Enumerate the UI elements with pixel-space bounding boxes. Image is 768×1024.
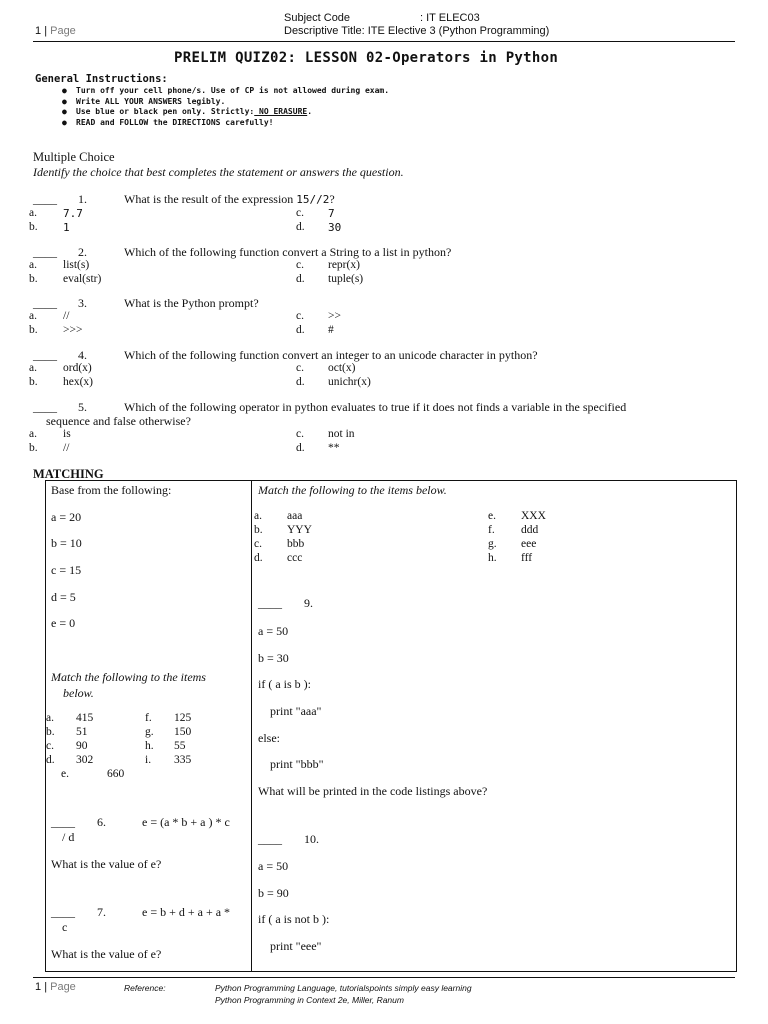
instruction-item	[62, 86, 389, 97]
option-letter: a.	[29, 428, 37, 440]
code-line: a = 50	[258, 859, 289, 873]
option-letter: d.	[296, 273, 305, 285]
bullet-icon: ●	[62, 117, 67, 127]
choice-letter: f.	[145, 712, 152, 724]
question-number: 4.	[78, 348, 87, 362]
question-text: Which of the following operator in python evaluates to true if it does not finds a variable in the specified	[124, 400, 627, 414]
option-letter: b.	[29, 324, 38, 336]
page-word: Page	[50, 981, 76, 993]
choice-value: ddd	[521, 524, 539, 536]
option-c[interactable]: 7	[328, 207, 335, 220]
option-a[interactable]: 7.7	[63, 207, 83, 220]
q9-question: What will be printed in the code listings above?	[258, 784, 488, 798]
option-c[interactable]: not in	[328, 428, 355, 440]
question-text-pre: What is the result of the expression	[124, 192, 297, 206]
choice-value: 150	[174, 726, 192, 738]
question-text: What is the Python prompt?	[124, 296, 259, 310]
option-d[interactable]: 30	[328, 221, 342, 234]
option-a[interactable]: is	[63, 428, 71, 440]
page-separator: |	[44, 25, 48, 37]
choice-value: bbb	[287, 538, 305, 550]
q7-expression-continued: c	[62, 920, 68, 934]
option-letter: a.	[29, 310, 37, 322]
choice-value: 90	[76, 740, 88, 752]
matching-column-divider	[251, 480, 252, 971]
mc-direction: Identify the choice that best completes the statement or answers the question.	[33, 165, 404, 179]
choice-letter: h.	[145, 740, 154, 752]
reference-2: Python Programming in Context 2e, Miller, Ranum	[215, 995, 404, 1005]
page-number: 1	[35, 981, 42, 993]
q6-expression-continued: / d	[62, 830, 75, 844]
question-text: Which of the following function convert an integer to an unicode character in python?	[124, 348, 538, 362]
choice-letter: d.	[46, 754, 55, 766]
period-text: .	[307, 107, 313, 116]
option-c[interactable]: oct(x)	[328, 362, 356, 374]
choice-value: 55	[174, 740, 186, 752]
question-number: 3.	[78, 296, 87, 310]
option-letter: d.	[296, 324, 305, 336]
matching-heading: MATCHING	[33, 467, 104, 481]
option-letter: a.	[29, 362, 37, 374]
question-number: 9.	[304, 596, 313, 610]
question-text-continued: sequence and false otherwise?	[46, 414, 191, 428]
question-text	[124, 192, 335, 207]
option-c[interactable]: repr(x)	[328, 259, 360, 271]
question-number: 1.	[78, 192, 87, 206]
q6-question: What is the value of e?	[51, 857, 162, 871]
code-line: else:	[258, 731, 280, 745]
code-line: b = 30	[258, 651, 289, 665]
choice-letter: a.	[254, 510, 262, 522]
choice-value: YYY	[287, 524, 312, 536]
mc-heading: Multiple Choice	[33, 150, 115, 164]
code-line: if ( a is not b ):	[258, 912, 330, 926]
answer-blank[interactable]: ____	[33, 400, 57, 414]
option-letter: b.	[29, 221, 38, 233]
question-number: 10.	[304, 832, 319, 846]
instruction-text: Write ALL YOUR ANSWERS legibly.	[76, 96, 226, 106]
choice-letter: c.	[254, 538, 262, 550]
code-line: print "eee"	[270, 939, 322, 953]
option-letter: d.	[296, 376, 305, 388]
question-code: 15//2	[296, 193, 330, 206]
descriptive-title: Descriptive Title: ITE Elective 3 (Python Programming)	[284, 25, 550, 37]
no-erasure-text: NO ERASURE	[254, 107, 308, 116]
left-direction-continued: below.	[63, 686, 94, 700]
var-c: c = 15	[51, 563, 82, 577]
option-b[interactable]: //	[63, 442, 70, 454]
choice-value: 660	[107, 768, 125, 780]
page-separator: |	[44, 981, 48, 993]
bullet-icon: ●	[62, 107, 67, 116]
option-a[interactable]: ord(x)	[63, 362, 92, 374]
choice-value: 415	[76, 712, 94, 724]
page-title: PRELIM QUIZ02: LESSON 02-Operators in Python	[174, 50, 559, 66]
instruction-item	[62, 118, 389, 129]
choice-value: 302	[76, 754, 94, 766]
question-text-post: ?	[329, 192, 335, 206]
question-number: 5.	[78, 400, 87, 414]
option-letter: b.	[29, 376, 38, 388]
code-line: b = 90	[258, 886, 289, 900]
footer-divider	[33, 977, 735, 978]
q7-question: What is the value of e?	[51, 947, 162, 961]
option-d[interactable]: **	[328, 442, 340, 454]
option-letter: a.	[29, 207, 37, 219]
reference-label: Reference:	[124, 983, 166, 993]
instruction-text: READ and FOLLOW the DIRECTIONS carefully!	[76, 117, 274, 127]
bullet-icon: ●	[62, 96, 67, 106]
choice-letter: a.	[46, 712, 54, 724]
choice-letter: b.	[254, 524, 263, 536]
option-d[interactable]: tuple(s)	[328, 273, 364, 285]
left-direction: Match the following to the items	[51, 670, 206, 684]
answer-blank[interactable]: ____	[33, 296, 57, 310]
header-divider	[33, 41, 735, 42]
code-line: print "aaa"	[270, 704, 322, 718]
reference-1: Python Programming Language, tutorialspoints simply easy learning	[215, 983, 472, 993]
instructions-heading: General Instructions:	[35, 73, 168, 85]
base-intro: Base from the following:	[51, 483, 172, 497]
option-letter: b.	[29, 442, 38, 454]
answer-blank[interactable]: ____	[33, 348, 57, 362]
choice-value: aaa	[287, 510, 303, 522]
choice-value: fff	[521, 552, 533, 564]
choice-letter: i.	[145, 754, 152, 766]
instruction-text: Turn off your cell phone/s. Use of CP is not allowed during exam.	[76, 86, 390, 95]
code-line: if ( a is b ):	[258, 677, 311, 691]
answer-blank[interactable]: ____	[258, 596, 282, 610]
question-number: 6.	[97, 815, 106, 829]
code-line: a = 50	[258, 624, 289, 638]
footer-page-number	[35, 981, 76, 993]
instruction-item	[62, 97, 389, 108]
choice-letter: g.	[145, 726, 154, 738]
option-letter: a.	[29, 259, 37, 271]
choice-value: 125	[174, 712, 192, 724]
choice-letter: h.	[488, 552, 497, 564]
option-b[interactable]: eval(str)	[63, 273, 102, 285]
header-page-number	[35, 25, 76, 37]
code-line: print "bbb"	[270, 757, 324, 771]
option-letter: c.	[296, 259, 304, 271]
answer-blank[interactable]: ____	[33, 245, 57, 259]
choice-letter: f.	[488, 524, 495, 536]
answer-blank[interactable]: ____	[51, 815, 75, 829]
var-b: b = 10	[51, 536, 82, 550]
option-letter: d.	[296, 442, 305, 454]
option-letter: c.	[296, 428, 304, 440]
choice-letter: e.	[61, 768, 69, 780]
var-a: a = 20	[51, 510, 82, 524]
option-b[interactable]: 1	[63, 221, 70, 234]
choice-value: eee	[521, 538, 537, 550]
var-e: e = 0	[51, 616, 76, 630]
q6-expression: e = (a * b + a ) * c	[142, 815, 230, 829]
choice-letter: g.	[488, 538, 497, 550]
option-letter: c.	[296, 362, 304, 374]
choice-value: ccc	[287, 552, 303, 564]
question-text: Which of the following function convert a String to a list in python?	[124, 245, 452, 259]
answer-blank[interactable]: ____	[258, 832, 282, 846]
option-letter: d.	[296, 221, 305, 233]
choice-letter: c.	[46, 740, 54, 752]
page-word: Page	[50, 25, 76, 37]
choice-value: XXX	[521, 510, 546, 522]
var-d: d = 5	[51, 590, 76, 604]
option-letter: c.	[296, 207, 304, 219]
option-b[interactable]: hex(x)	[63, 376, 94, 388]
choice-letter: e.	[488, 510, 496, 522]
bullet-icon: ●	[62, 86, 67, 95]
right-direction: Match the following to the items below.	[258, 483, 447, 497]
option-letter: c.	[296, 310, 304, 322]
answer-blank[interactable]: ____	[51, 905, 75, 919]
option-b[interactable]: >>>	[63, 324, 83, 336]
question-number: 2.	[78, 245, 87, 259]
choice-letter: b.	[46, 726, 55, 738]
instruction-text: Use blue or black pen only. Strictly:	[76, 107, 255, 116]
option-d[interactable]: unichr(x)	[328, 376, 371, 388]
choice-value: 335	[174, 754, 192, 766]
option-c[interactable]: >>	[328, 310, 341, 322]
choice-letter: d.	[254, 552, 263, 564]
option-d[interactable]: #	[328, 324, 334, 336]
instruction-item	[62, 107, 389, 118]
page-number: 1	[35, 25, 42, 37]
q7-expression: e = b + d + a + a *	[142, 905, 231, 919]
option-letter: b.	[29, 273, 38, 285]
subject-code-value: : IT ELEC03	[420, 12, 480, 24]
answer-blank[interactable]: ____	[33, 192, 57, 206]
choice-value: 51	[76, 726, 88, 738]
subject-code-label: Subject Code	[284, 12, 351, 24]
instructions-list	[62, 86, 389, 128]
option-a[interactable]: //	[63, 310, 70, 322]
question-number: 7.	[97, 905, 106, 919]
option-a[interactable]: list(s)	[63, 259, 90, 271]
